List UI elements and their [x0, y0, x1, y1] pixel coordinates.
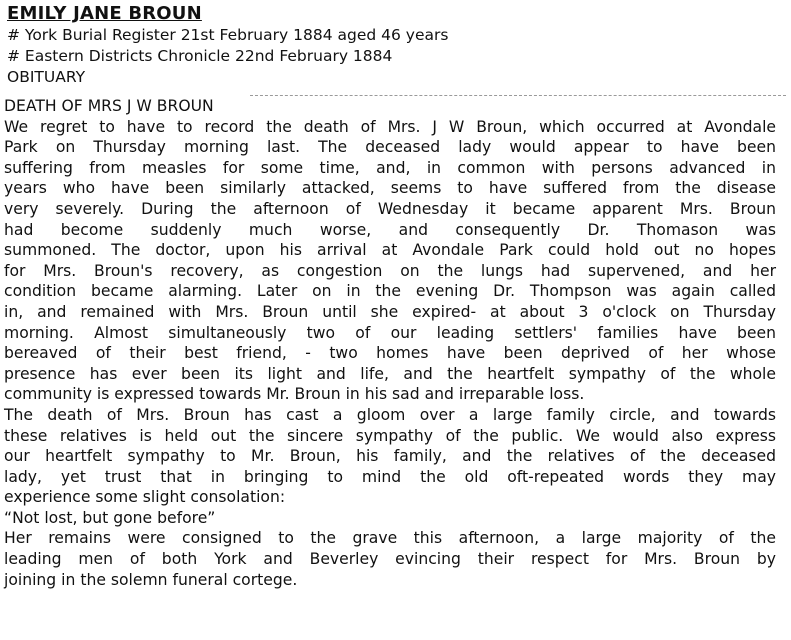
chronicle-source-line: # Eastern Districts Chronicle 22nd February 1884 [7, 47, 393, 65]
document-header [7, 3, 448, 88]
article-line: very severely. During the afternoon of Wednesday it became apparent Mrs. Broun [4, 199, 776, 218]
article-line: in, and remained with Mrs. Broun until she expired- at about 3 o'clock on Thursday [4, 302, 776, 321]
person-name: EMILY JANE BROUN [7, 3, 202, 24]
article-heading: DEATH OF MRS J W BROUN [4, 97, 214, 115]
article-line: experience some slight consolation: [4, 488, 286, 507]
obituary-article [4, 96, 776, 590]
article-line: We regret to have to record the death of Mrs. J W Broun, which occurred at Avondale [4, 117, 776, 136]
article-line: joining in the solemn funeral cortege. [4, 570, 298, 589]
article-line: Her remains were consigned to the grave this afternoon, a large majority of the [4, 529, 776, 548]
article-line: community is expressed towards Mr. Broun in his sad and irreparable loss. [4, 385, 585, 404]
article-line: Park on Thursday morning last. The deceased lady would appear to have been [4, 138, 776, 157]
section-label: OBITUARY [7, 68, 86, 86]
article-line: summoned. The doctor, upon his arrival at Avondale Park could hold out no hopes [4, 241, 776, 260]
article-line: condition became alarming. Later on in the evening Dr. Thompson was again called [4, 282, 776, 301]
article-line: morning. Almost simultaneously two of our leading settlers' families have been [4, 323, 776, 342]
article-line: our heartfelt sympathy to Mr. Broun, his family, and the relatives of the deceased [4, 447, 776, 466]
article-line: for Mrs. Broun's recovery, as congestion on the lungs had supervened, and her [4, 261, 776, 280]
article-line: presence has ever been its light and life, and the heartfelt sympathy of the whole [4, 364, 776, 383]
burial-register-line: # York Burial Register 21st February 1884 aged 46 years [7, 26, 449, 44]
article-line: bereaved of their best friend, - two homes have been deprived of her whose [4, 344, 776, 363]
article-line: lady, yet trust that in bringing to mind the old oft-repeated words they may [4, 467, 776, 486]
article-line: these relatives is held out the sincere sympathy of the public. We would also express [4, 426, 776, 445]
article-line: had become suddenly much worse, and consequently Dr. Thomason was [4, 220, 776, 239]
article-quote: “Not lost, but gone before” [4, 508, 216, 527]
article-line: years who have been similarly attacked, seems to have suffered from the disease [4, 179, 776, 198]
article-line: suffering from measles for some time, and, in common with persons advanced in [4, 158, 776, 177]
article-line: leading men of both York and Beverley evincing their respect for Mrs. Broun by [4, 550, 776, 569]
article-line: The death of Mrs. Broun has cast a gloom over a large family circle, and towards [4, 405, 776, 424]
